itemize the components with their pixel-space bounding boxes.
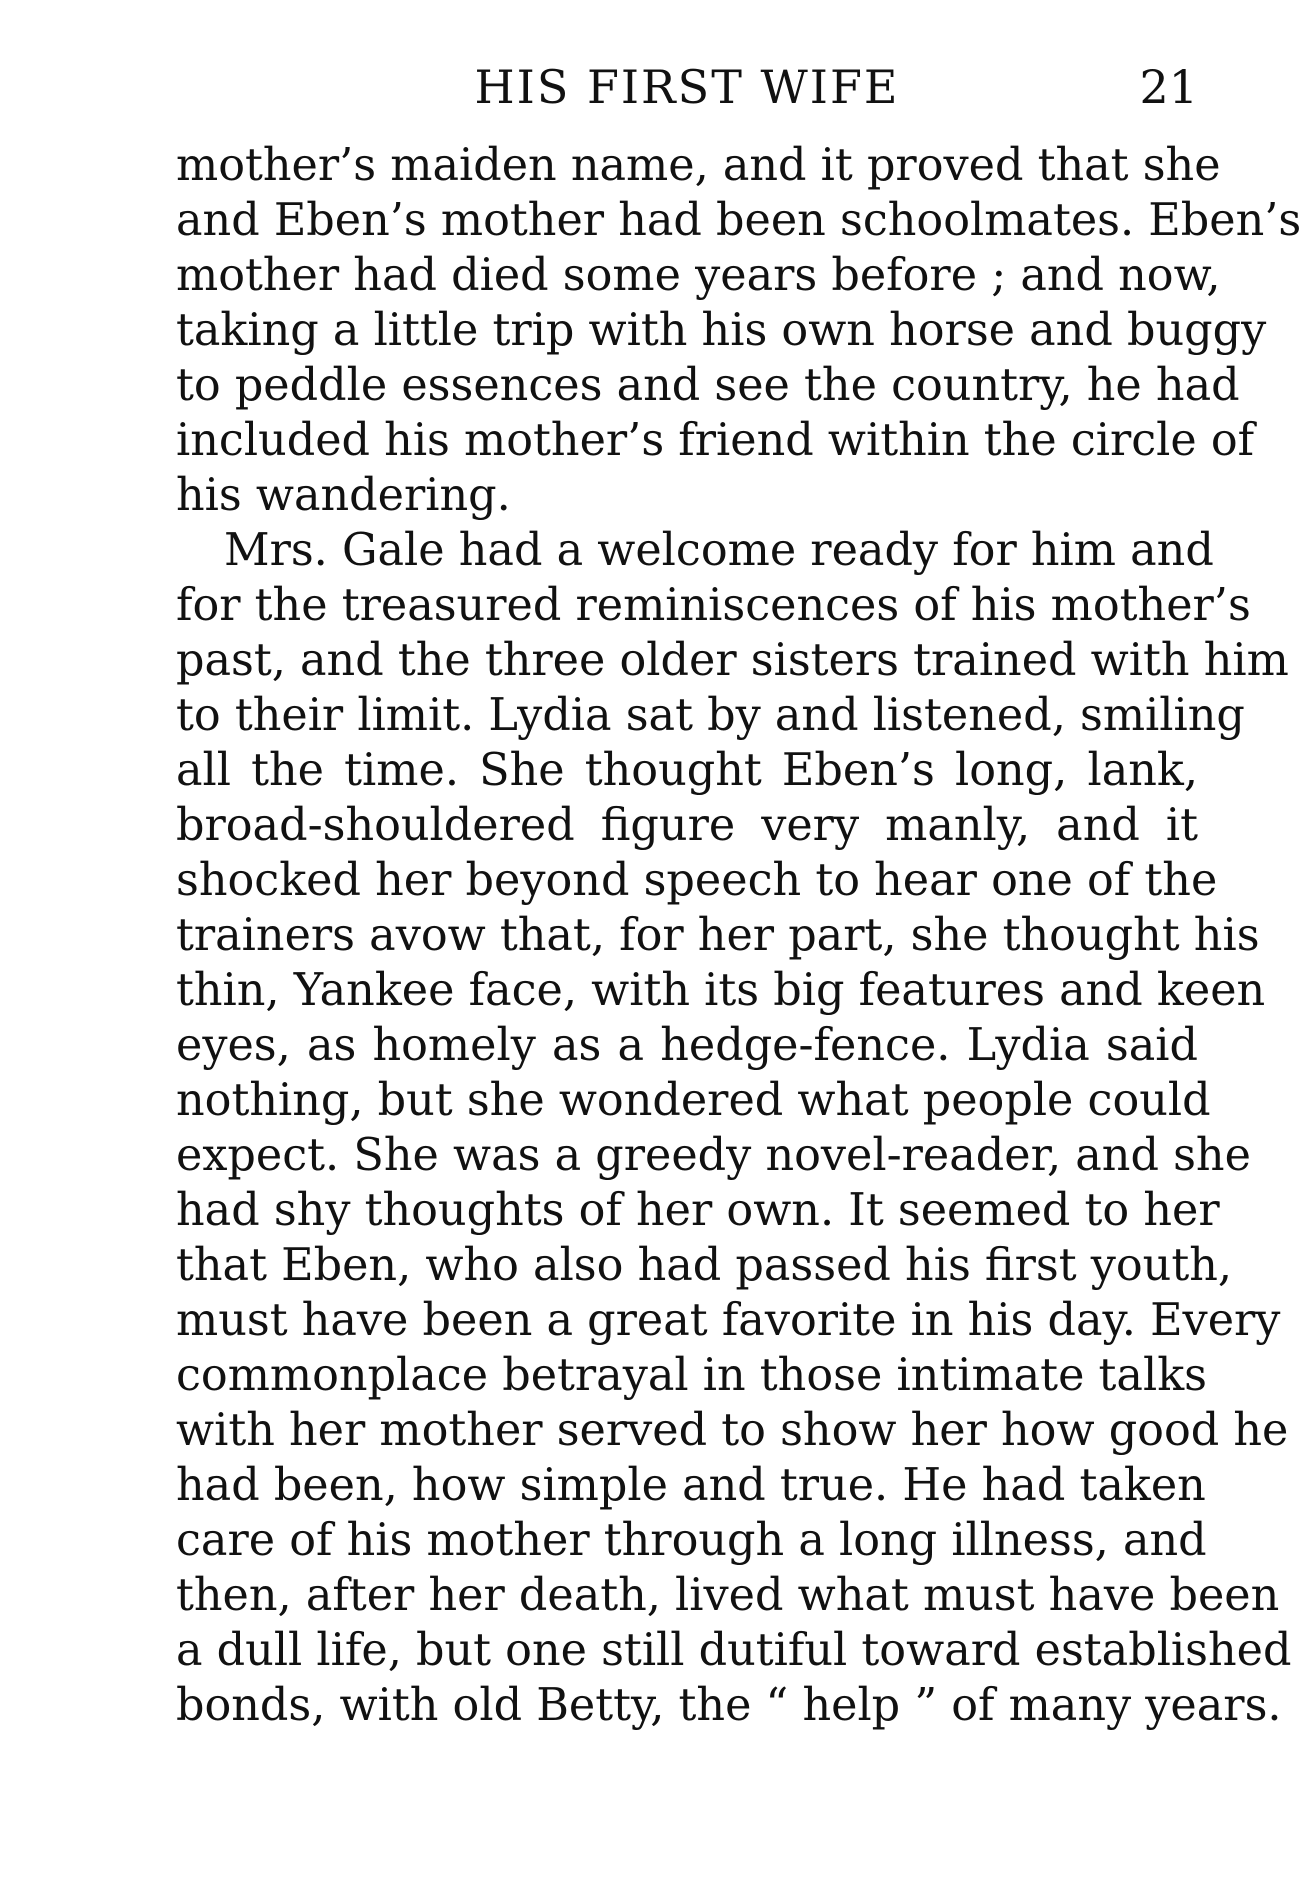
body-text (176, 138, 1302, 1733)
page-number: 21 (1139, 60, 1198, 114)
text-line: all the time. She thought Eben’s long, lank, (176, 745, 1198, 796)
text-line: included his mother’s friend within the circle of (176, 415, 1255, 466)
text-line: and Eben’s mother had been schoolmates. Eben’s (176, 195, 1302, 246)
text-line: commonplace betrayal in those intimate talks (176, 1350, 1207, 1401)
text-line: shocked her beyond speech to hear one of the (176, 855, 1218, 906)
text-line: mother had died some years before ; and now, (176, 250, 1221, 301)
text-line: to their limit. Lydia sat by and listened, smiling (176, 690, 1245, 741)
text-line: broad-shouldered figure very manly, and it (176, 800, 1198, 851)
text-line: a dull life, but one still dutiful toward established (176, 1625, 1292, 1676)
text-line: mother’s maiden name, and it proved that she (176, 140, 1221, 191)
running-head (176, 52, 1198, 122)
text-line: had been, how simple and true. He had taken (176, 1460, 1206, 1511)
text-line: had shy thoughts of her own. It seemed to her (176, 1185, 1220, 1236)
text-line: his wandering. (176, 470, 511, 521)
text-line: for the treasured reminiscences of his mother’s (176, 580, 1251, 631)
text-line: taking a little trip with his own horse and buggy (176, 305, 1267, 356)
text-line: Mrs. Gale had a welcome ready for him and (224, 525, 1214, 576)
text-line: past, and the three older sisters trained with him (176, 635, 1289, 686)
text-line: to peddle essences and see the country, he had (176, 360, 1240, 411)
text-line: care of his mother through a long illness, and (176, 1515, 1207, 1566)
text-line: that Eben, who also had passed his first youth, (176, 1240, 1233, 1291)
text-line: expect. She was a greedy novel-reader, and she (176, 1130, 1251, 1181)
text-line: nothing, but she wondered what people could (176, 1075, 1211, 1126)
text-line: thin, Yankee face, with its big features and keen (176, 965, 1266, 1016)
text-line: eyes, as homely as a hedge-fence. Lydia said (176, 1020, 1198, 1071)
text-line: trainers avow that, for her part, she thought his (176, 910, 1260, 961)
running-title: HIS FIRST WIFE (474, 60, 900, 114)
text-line: must have been a great favorite in his day. Every (176, 1295, 1281, 1346)
text-line: bonds, with old Betty, the “ help ” of many years. (176, 1680, 1282, 1731)
text-line: then, after her death, lived what must have been (176, 1570, 1280, 1621)
text-line: with her mother served to show her how good he (176, 1405, 1289, 1456)
